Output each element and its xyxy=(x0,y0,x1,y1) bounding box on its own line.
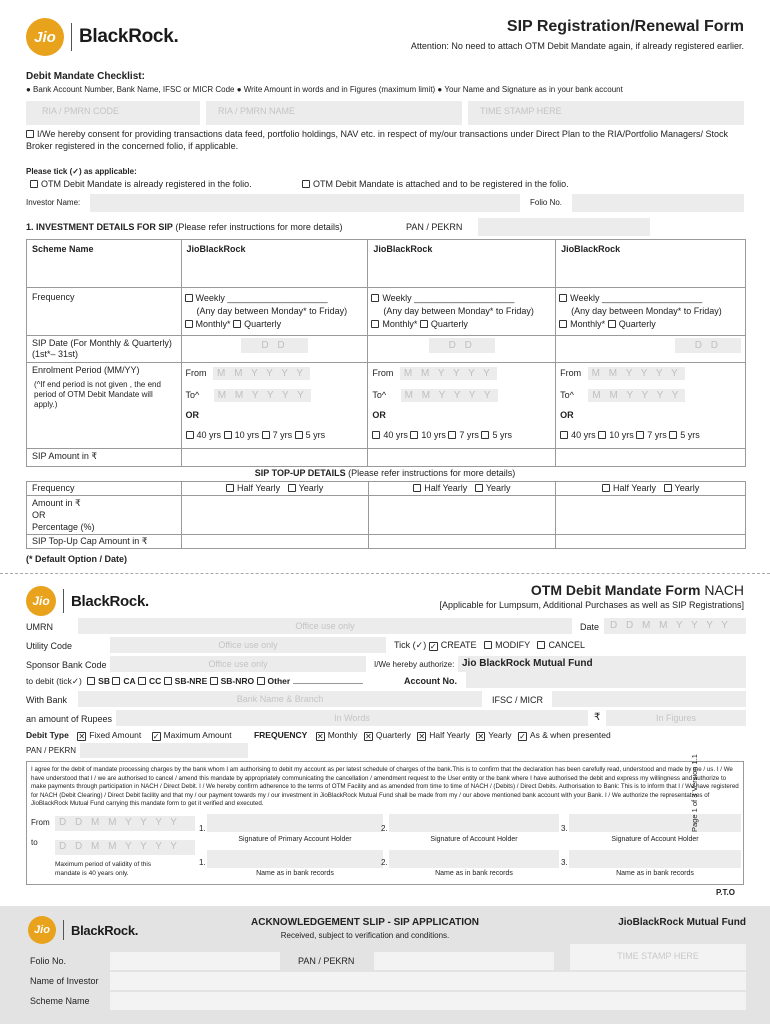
ria-code-field[interactable]: RIA / PMRN CODE xyxy=(26,101,200,125)
ack-timestamp: TIME STAMP HERE xyxy=(570,944,746,970)
cut-line xyxy=(0,573,770,574)
date-field[interactable]: D D M M Y Y Y Y xyxy=(604,618,746,634)
signature-1[interactable] xyxy=(207,814,383,832)
investor-name-label: Investor Name: xyxy=(26,198,81,207)
utility-label: Utility Code xyxy=(26,641,73,651)
name-1[interactable] xyxy=(207,850,383,868)
investment-table xyxy=(26,239,746,467)
tick-opt2[interactable]: OTM Debit Mandate is attached and to be registered in the folio. xyxy=(302,179,569,189)
ack-scheme-label: Scheme Name xyxy=(30,996,90,1006)
name-3[interactable] xyxy=(569,850,741,868)
signature-3[interactable] xyxy=(569,814,741,832)
blackrock-logo: BlackRock. xyxy=(79,26,179,47)
cancel-checkbox[interactable] xyxy=(537,641,545,649)
consent-text: I/We hereby consent for providing transactions data feed, portfolio holdings, NAV etc. in respect of my/our transactions under Direct Plan to the RIA/Portfolio Managers/ Stock Broker registered in the concerned folio, if applicable. xyxy=(26,129,729,151)
version-label: Page 1 of 3 Version 1.1 xyxy=(690,754,699,832)
ack-fund: JioBlackRock Mutual Fund xyxy=(618,917,746,928)
sponsor-field: Office use only xyxy=(110,656,366,672)
investment-heading: 1. INVESTMENT DETAILS FOR SIP (Please refer instructions for more details) xyxy=(26,222,343,232)
frequency-label: Frequency xyxy=(27,288,182,336)
with-bank-label: With Bank xyxy=(26,695,68,705)
topup-cap-3[interactable] xyxy=(556,535,746,549)
scheme-name-label: Scheme Name xyxy=(27,240,182,288)
to-date[interactable]: D D M M Y Y Y Y xyxy=(55,840,195,855)
topup-cap-2[interactable] xyxy=(368,535,556,549)
form-title: SIP Registration/Renewal Form xyxy=(506,18,744,35)
bank-field[interactable]: Bank Name & Branch xyxy=(78,691,482,707)
ack-subtitle: Received, subject to verification and conditions. xyxy=(280,931,450,940)
ifsc-field[interactable] xyxy=(552,691,746,707)
tick-title: Please tick (✓) as applicable: xyxy=(26,167,137,176)
scheme-3: JioBlackRock xyxy=(556,240,746,288)
ack-folio-field[interactable] xyxy=(110,952,280,970)
amount-words-field[interactable]: In Words xyxy=(116,710,588,726)
frequency-cell-3: Weekly ____________________ (Any day between Monday* to Friday) Monthly* Quarterly xyxy=(556,288,746,336)
enrolment-cell-3: From M M Y Y Y Y To^ M M Y Y Y Y OR 40 yrs 10 yrs 7 yrs 5 yrs xyxy=(556,363,746,449)
blackrock-logo: BlackRock. xyxy=(71,922,139,938)
investment-pan-field[interactable] xyxy=(478,218,650,236)
ack-investor-field[interactable] xyxy=(110,972,746,990)
tick-actions: Tick (✓) ✓ CREATE MODIFY CANCEL xyxy=(394,640,585,651)
ifsc-label: IFSC / MICR xyxy=(492,695,543,705)
scheme-2: JioBlackRock xyxy=(368,240,556,288)
umrn-label: UMRN xyxy=(26,622,53,632)
authorize-label: I/We hereby authorize: xyxy=(374,660,455,669)
otm-subtitle: [Applicable for Lumpsum, Additional Purchases as well as SIP Registrations] xyxy=(439,600,744,610)
scheme-1: JioBlackRock xyxy=(181,240,368,288)
sip-date-label: SIP Date (For Monthly & Quarterly) (1st*– 31st) xyxy=(27,336,182,363)
ack-pan-field[interactable] xyxy=(374,952,554,970)
rupee-icon: ₹ xyxy=(594,712,601,723)
ack-investor-label: Name of Investor xyxy=(30,976,99,986)
pto-label: P.T.O xyxy=(716,888,735,897)
checklist-title: Debit Mandate Checklist: xyxy=(26,71,145,82)
jio-logo-icon: Jio xyxy=(26,586,56,616)
umrn-field: Office use only xyxy=(78,618,572,634)
tick-opt1[interactable]: OTM Debit Mandate is already registered in the folio. xyxy=(30,179,252,189)
create-checkbox[interactable]: ✓ xyxy=(429,642,437,651)
ria-name-field[interactable]: RIA / PMRN NAME xyxy=(206,101,462,125)
topup-cap-1[interactable] xyxy=(181,535,368,549)
frequency-cell-2: Weekly ____________________ (Any day between Monday* to Friday) Monthly* Quarterly xyxy=(368,288,556,336)
modify-checkbox[interactable] xyxy=(484,641,492,649)
utility-field: Office use only xyxy=(110,637,386,653)
ack-folio-label: Folio No. xyxy=(30,956,67,966)
sip-amount-label: SIP Amount in ₹ xyxy=(27,449,182,467)
jio-logo-icon: Jio xyxy=(26,18,64,56)
debit-type-row: to debit (tick✓) SB CA CC SB-NRE SB-NRO Other xyxy=(26,676,363,687)
ack-scheme-field[interactable] xyxy=(110,992,746,1010)
account-field[interactable] xyxy=(466,672,746,688)
blackrock-logo: BlackRock. xyxy=(71,592,149,610)
default-note: (* Default Option / Date) xyxy=(26,554,127,564)
consent-row xyxy=(26,128,744,152)
attention-note: Attention: No need to attach OTM Debit Mandate again, if already registered earlier. xyxy=(410,41,744,51)
date-label: Date xyxy=(580,622,600,632)
sponsor-label: Sponsor Bank Code xyxy=(26,660,107,670)
sip-amount-3[interactable] xyxy=(556,449,746,467)
pan-field[interactable] xyxy=(80,743,248,758)
sip-amount-1[interactable] xyxy=(181,449,368,467)
enrolment-cell-2: From M M Y Y Y Y To^ M M Y Y Y Y OR 40 yrs 10 yrs 7 yrs 5 yrs xyxy=(368,363,556,449)
topup-amount-1[interactable] xyxy=(181,496,368,535)
topup-table: Frequency Half Yearly Yearly Half Yearly Yearly Half Yearly Yearly Amount in ₹ OR Percentage (%) SIP Top-Up Cap Amount in ₹ xyxy=(26,481,746,549)
topup-heading: SIP TOP-UP DETAILS (Please refer instructions for more details) xyxy=(254,468,516,478)
account-label: Account No. xyxy=(404,676,457,686)
enrolment-label: Enrolment Period (MM/YY) (^If end period is not given , the end period of OTM Debit Mandate will apply.) xyxy=(27,363,182,449)
investor-name-field[interactable] xyxy=(90,194,520,212)
from-date[interactable]: D D M M Y Y Y Y xyxy=(55,816,195,831)
sip-date-1[interactable]: D D xyxy=(241,338,307,353)
consent-checkbox[interactable] xyxy=(26,130,34,138)
jio-logo-icon: Jio xyxy=(28,916,56,944)
signature-2[interactable] xyxy=(389,814,559,832)
sip-date-2[interactable]: D D xyxy=(429,338,495,353)
sip-date-3[interactable]: D D xyxy=(675,338,741,353)
ack-logo xyxy=(28,916,138,944)
name-2[interactable] xyxy=(389,850,559,868)
frequency-cell-1: Weekly ____________________ (Any day between Monday* to Friday) Monthly* Quarterly xyxy=(181,288,368,336)
declaration-text: I agree for the debit of mandate processing charges by the bank whom I am authorising to debit my account as per latest schedule of charges of the bank.This is to confirm that the declaration has been carefully read, understood and made by me / us. I / We have understood that I / we are authorised to cancel / amend this mandate by appropriately communicating the cancellation / amendment request to the User entity or the bank where I have authorised the debit and express my willingness and authorize to make payments through participation in NACH / Direct Debit. I / We hereby confirm adherence to the terms of OTM Facility and as amended from time to time of NACH / (Debits) / Direct Debits. Authorisation to Bank: This is to inform that I / We have registered for NACH (Debit Clearing) / Direct Debit facility and that my / our payment towards my / our investment in JioBlackRock Mutual Fund shall be made from my / our above mentioned bank account with your Bank. I / We authorize the representatives of JioBlackRock Mutual Fund carrying this mandate form to get it verified and executed. xyxy=(31,766,739,808)
otm-title: OTM Debit Mandate Form NACH xyxy=(530,582,744,598)
ack-pan-label: PAN / PEKRN xyxy=(298,956,355,966)
sip-amount-2[interactable] xyxy=(368,449,556,467)
frequency-row: Debit Type ✕ Fixed Amount ✓ Maximum Amount FREQUENCY ✕ Monthly ✕ Quarterly ✕ Half Yearly ✕ Yearly ✓ As & when presented xyxy=(26,730,611,741)
amount-figures-field[interactable]: In Figures xyxy=(606,710,746,726)
ack-title: ACKNOWLEDGEMENT SLIP - SIP APPLICATION xyxy=(251,917,479,928)
folio-label: Folio No. xyxy=(530,198,563,207)
topup-amount-3[interactable] xyxy=(556,496,746,535)
amount-label: an amount of Rupees xyxy=(26,714,113,724)
checklist-items: ● Bank Account Number, Bank Name, IFSC or MICR Code ● Write Amount in words and in Figures (maximum limit) ● Your Name and Signature as in your bank account xyxy=(26,85,623,94)
investment-pan-label: PAN / PEKRN xyxy=(406,222,463,232)
otm-logo xyxy=(26,586,149,616)
timestamp-field: TIME STAMP HERE xyxy=(468,101,744,125)
brand-logo xyxy=(26,18,178,56)
enrolment-cell-1: From M M Y Y Y Y To^ M M Y Y Y Y OR 40 yrs 10 yrs 7 yrs 5 yrs xyxy=(181,363,368,449)
folio-field[interactable] xyxy=(572,194,744,212)
topup-amount-2[interactable] xyxy=(368,496,556,535)
pan-label: PAN / PEKRN xyxy=(26,746,77,755)
company-field: Jio BlackRock Mutual Fund xyxy=(458,656,746,672)
declaration-box: I agree for the debit of mandate processing charges by the bank whom I am authorising to debit my account as per latest schedule of charges of the bank.This is to confirm that the declaration has been carefully read, understood and made by me / us. I / We have understood that I / we are authorised to cancel / amend this mandate by appropriately communicating the cancellation / amendment request to the User entity or the bank where I have authorised the debit and express my willingness and authorize to make payments through participation in NACH / Direct Debit. I / We hereby confirm adherence to the terms of OTM Facility and as amended from time to time of NACH / (Debits) / Direct Debits. Authorisation to Bank: This is to inform that I / We have registered for NACH (Debit Clearing) / Direct Debit facility and that my / our payment towards my / our investment in JioBlackRock Mutual Fund shall be made from my / our above mentioned bank account with your Bank. I / We authorize the representatives of JioBlackRock Mutual Fund carrying this mandate form to get it verified and executed. From D D M M Y Y Y Y to D D M M Y Y Y Y Maximum period of validity of this mandate is 40 years only. 1. Signature of Primary Account Holder 1. Name as in bank records 2. Signature of Account Holder 2. Name as in bank records 3. Signature of Account Holder 3. Name as in bank records xyxy=(26,761,744,885)
